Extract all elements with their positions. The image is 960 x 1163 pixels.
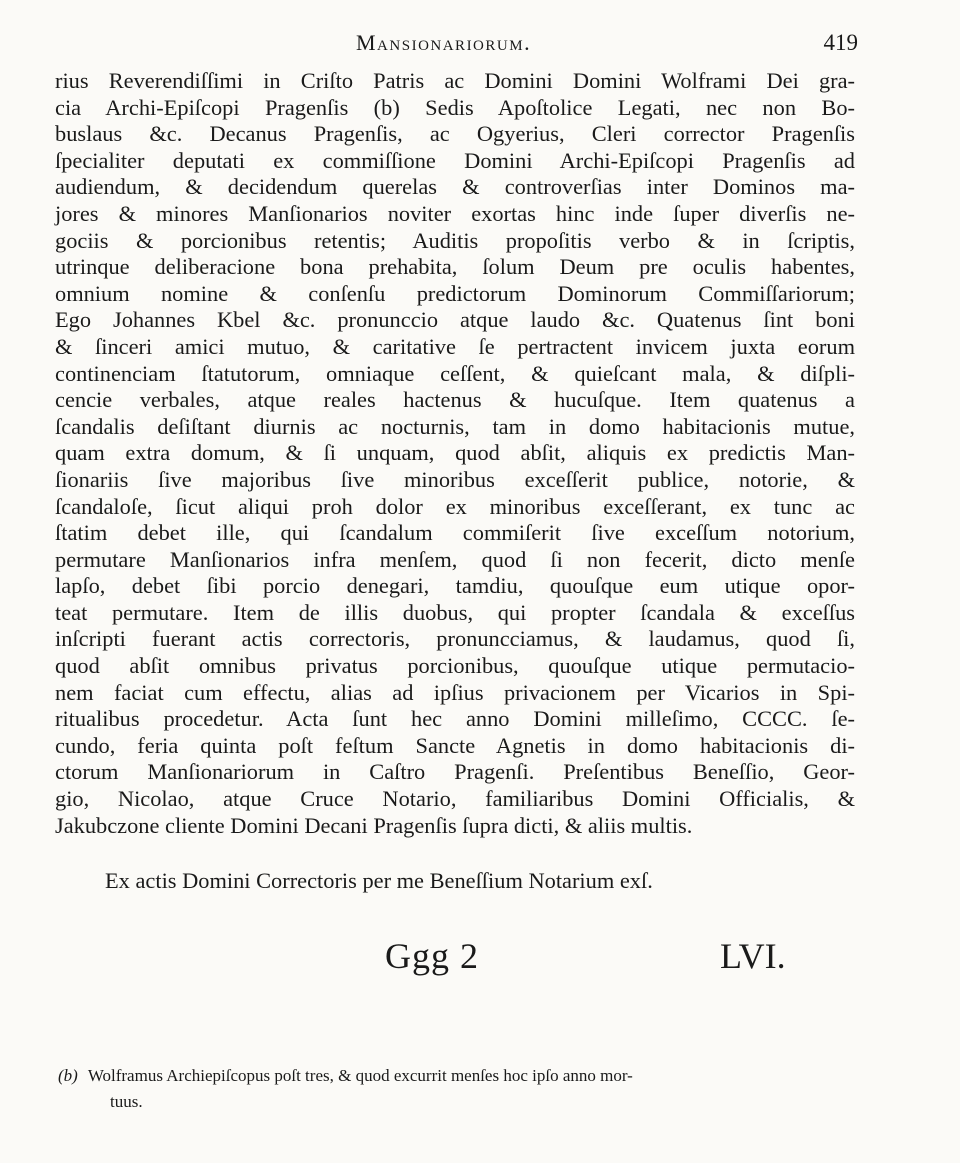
footnote (58, 1063, 858, 1115)
footnote-mark: (b) (58, 1066, 78, 1085)
text-line: permutare Manſionarios infra menſem, quod ſi non fecerit, dicto menſe (55, 546, 855, 572)
page-number: 419 (823, 30, 858, 55)
text-line: ſpecialiter deputati ex commiſſione Domini Archi-Epiſcopi Pragenſis ad (55, 147, 855, 173)
text-line: inſcripti fuerant actis correctoris, pronuncciamus, & laudamus, quod ſi, (55, 626, 855, 652)
text-line: cundo, feria quinta poſt feſtum Sancte Agnetis in domo habitacionis di- (55, 732, 855, 758)
text-line: ſcandalis deſiſtant diurnis ac nocturnis, tam in domo habitacionis mutue, (55, 413, 855, 439)
text-line: Jakubczone cliente Domini Decani Pragenſis ſupra dicti, & aliis multis. (55, 812, 693, 838)
text-line: ſionariis ſive majoribus ſive minoribus exceſſerit publice, notorie, & (55, 466, 855, 492)
text-line: gociis & porcionibus retentis; Auditis propoſitis verbo & in ſcriptis, (55, 227, 855, 253)
colophon: Ex actis Domini Correctoris per me Beneſſium Notarium exſ. (105, 868, 653, 893)
text-line: quam extra domum, & ſi unquam, quod abſit, aliquis ex predictis Man- (55, 440, 855, 466)
text-line: ritualibus procedetur. Acta ſunt hec anno Domini milleſimo, CCCC. ſe- (55, 706, 855, 732)
footnote-line (58, 1063, 858, 1089)
text-line: jores & minores Manſionarios noviter exortas hinc inde ſuper diverſis ne- (55, 200, 855, 226)
text-line: audiendum, & decidendum querelas & controverſias inter Dominos ma- (55, 174, 855, 200)
text-line: lapſo, debet ſibi porcio denegari, tamdiu, quouſque eum utique opor- (55, 573, 855, 599)
running-title: Mansionariorum. (356, 30, 532, 55)
text-line: ctorum Manſionariorum in Caſtro Pragenſi. Preſentibus Beneſſio, Geor- (55, 759, 855, 785)
footnote-text: Wolframus Archiepiſcopus poſt tres, & quod excurrit menſes hoc ipſo anno mor- (87, 1066, 633, 1085)
text-line: ſcandaloſe, ſicut aliqui proh dolor ex minoribus exceſſerant, ex tunc ac (55, 493, 855, 519)
text-line: nem faciat cum effectu, alias ad ipſius privacionem per Vicarios in Spi- (55, 679, 855, 705)
text-line: gio, Nicolao, atque Cruce Notario, familiaribus Domini Officialis, & (55, 786, 855, 812)
text-line: quod abſit omnibus privatus porcionibus, quouſque utique permutacio- (55, 653, 855, 679)
text-line: rius Reverendiſſimi in Criſto Patris ac Domini Domini Wolframi Dei gra- (55, 68, 855, 93)
catchword: LVI. (720, 936, 786, 976)
footnote-line-continuation: tuus. (110, 1092, 143, 1111)
text-line: Ego Johannes Kbel &c. pronunccio atque laudo &c. Quatenus ſint boni (55, 307, 855, 333)
text-line: cia Archi-Epiſcopi Pragenſis (b) Sedis Apoſtolice Legati, nec non Bo- (55, 94, 855, 120)
text-line: utrinque deliberacione bona prehabita, ſolum Deum pre oculis habentes, (55, 254, 855, 280)
text-line: buslaus &c. Decanus Pragenſis, ac Ogyerius, Cleri corrector Pragenſis (55, 121, 855, 147)
text-line: cencie verbales, atque reales hactenus & hucuſque. Item quatenus a (55, 387, 855, 413)
running-head (56, 30, 856, 60)
body-text (55, 68, 855, 839)
text-line: teat permutare. Item de illis duobus, qui propter ſcandala & exceſſus (55, 599, 855, 625)
text-line: continenciam ſtatutorum, omniaque ceſſent, & quieſcant mala, & diſpli- (55, 360, 855, 386)
text-line: omnium nomine & conſenſu predictorum Dominorum Commiſſariorum; (55, 280, 855, 306)
text-line: & ſinceri amici mutuo, & caritative ſe pertractent invicem juxta eorum (55, 333, 855, 359)
text-line: ſtatim debet ille, qui ſcandalum commiſerit ſive exceſſum notorium, (55, 520, 855, 546)
signature-mark: Ggg 2 (385, 936, 479, 976)
